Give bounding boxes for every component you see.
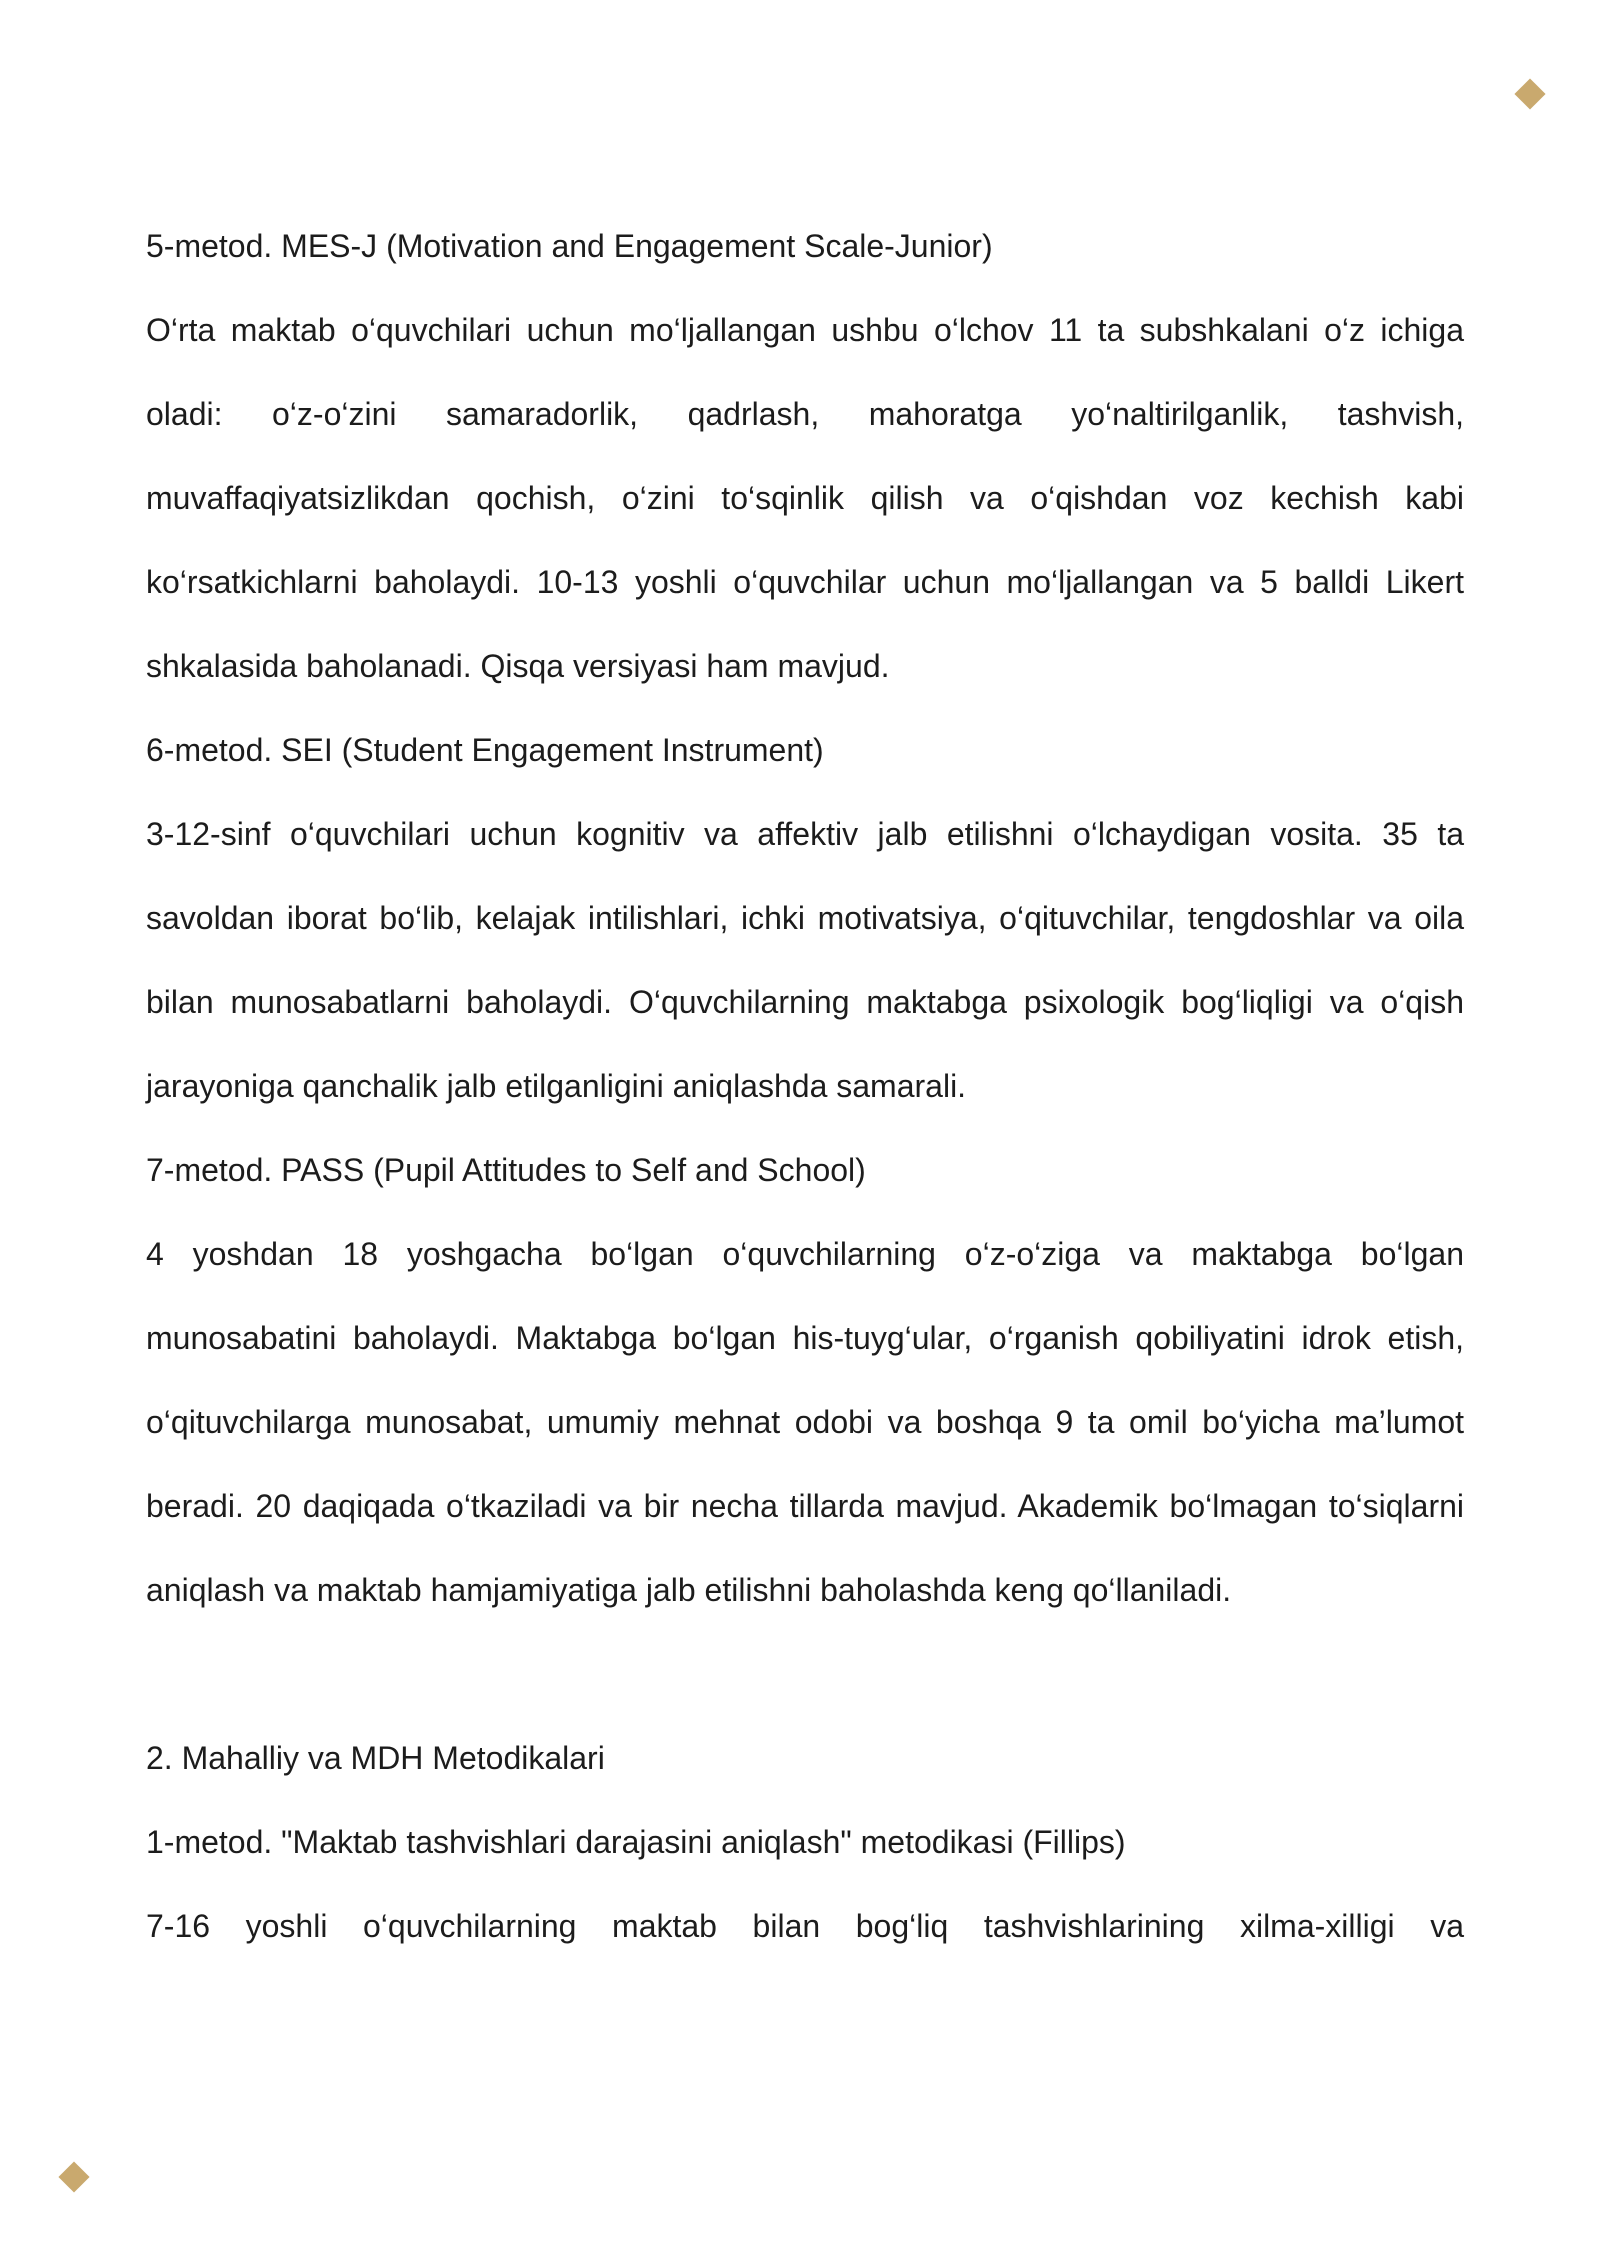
paragraph-mes-j: O‘rta maktab o‘quvchilari uchun mo‘ljallangan ushbu o‘lchov 11 ta subshkalani o‘z ichiga oladi: o‘z-o‘zini samaradorlik, qadrlash, mahoratga yo‘naltirilganlik, tashvish, muvaffaqiyatsizlikdan qochish, o‘zini to‘sqinlik qilish va o‘qishdan voz kechish kabi ko‘rsatkichlarni baholaydi. 10-13 yoshli o‘quvchilar uchun mo‘ljallangan va 5 balldi Likert shkalasida baholanadi. Qisqa versiyasi ham mavjud. [146,312,1464,684]
diamond-ornament-icon [1514,78,1545,109]
method-heading-mes-j: 5-metod. MES-J (Motivation and Engagement Scale-Junior) [146,228,993,264]
paragraph-fillips: 7-16 yoshli o‘quvchilarning maktab bilan bog‘liq tashvishlarining xilma-xilligi va [146,1908,1464,1944]
method-heading-fillips: 1-metod. "Maktab tashvishlari darajasini aniqlash" metodikasi (Fillips) [146,1824,1126,1860]
paragraph-sei: 3-12-sinf o‘quvchilari uchun kognitiv va affektiv jalb etilishni o‘lchaydigan vosita. 35 ta savoldan iborat bo‘lib, kelajak intilishlari, ichki motivatsiya, o‘qituvchilar, tengdoshlar va oila bilan munosabatlarni baholaydi. O‘quvchilarning maktabga psixologik bog‘liqligi va o‘qish jarayoniga qanchalik jalb etilganligini aniqlashda samarali. [146,816,1464,1104]
blank-line [146,1632,1464,1716]
method-heading-sei: 6-metod. SEI (Student Engagement Instrument) [146,732,824,768]
diamond-ornament-icon [58,2161,89,2192]
document-page [146,204,1464,1968]
section-heading: 2. Mahalliy va MDH Metodikalari [146,1740,605,1776]
paragraph-pass: 4 yoshdan 18 yoshgacha bo‘lgan o‘quvchilarning o‘z-o‘ziga va maktabga bo‘lgan munosabatini baholaydi. Maktabga bo‘lgan his-tuyg‘ular, o‘rganish qobiliyatini idrok etish, o‘qituvchilarga munosabat, umumiy mehnat odobi va boshqa 9 ta omil bo‘yicha ma’lumot beradi. 20 daqiqada o‘tkaziladi va bir necha tillarda mavjud. Akademik bo‘lmagan to‘siqlarni aniqlash va maktab hamjamiyatiga jalb etilishni baholashda keng qo‘llaniladi. [146,1236,1464,1608]
method-heading-pass: 7-metod. PASS (Pupil Attitudes to Self and School) [146,1152,866,1188]
